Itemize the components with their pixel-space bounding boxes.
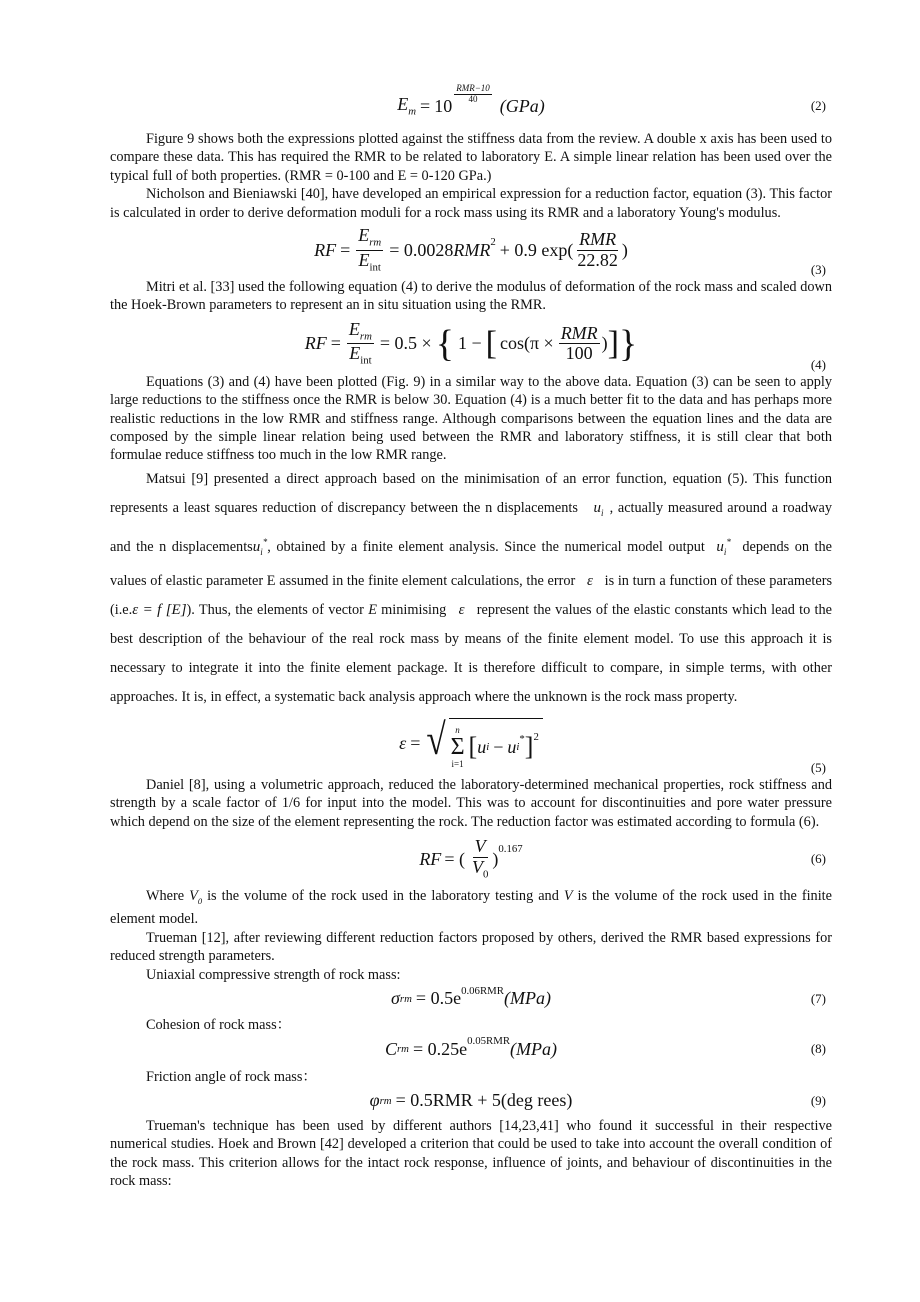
eq7-unit: (MPa) bbox=[503, 988, 551, 1009]
eq6-equals: = ( bbox=[444, 848, 465, 869]
page-content bbox=[110, 84, 832, 1190]
eq8-c: C bbox=[384, 1038, 397, 1059]
eq9-rhs: = 0.5RMR + 5(deg rees) bbox=[395, 1090, 573, 1111]
eq7-exponent: 0.06RMR bbox=[461, 984, 504, 997]
eq3-rmr: RMR bbox=[453, 239, 491, 260]
eq4-cos-ratio: $\frac{\text{RMR}}{100}$ bbox=[560, 322, 598, 364]
paragraph-mitri: Mitri et al. [33] used the following equation (4) to derive the modulus of deformation of the rock mass and scaled down the Hoek-Brown parameters to represent an in situ situation using the RMR. bbox=[110, 279, 832, 314]
eq4-equals: = bbox=[330, 333, 341, 354]
eq7-sigma: σ bbox=[391, 988, 400, 1009]
eq6-rf: RF bbox=[419, 848, 442, 869]
eq3-exp-ratio: $\frac{\text{RMR}}{22.82}$ bbox=[577, 228, 618, 270]
eq4-ratio: $\frac{E_{rm}}{E_{int}}$ bbox=[348, 318, 372, 367]
eq9-phi: φ bbox=[369, 1090, 380, 1111]
eq5-summation: n Σ i=1 bbox=[450, 725, 465, 770]
eq4-right-brace: } bbox=[619, 322, 638, 365]
eq3-square: 2 bbox=[490, 236, 496, 249]
equation-3 bbox=[110, 222, 832, 278]
eq4-right-bracket: ] bbox=[607, 324, 619, 362]
eq4-close: ) bbox=[601, 333, 608, 354]
label-cohesion: Cohesion of rock mass： bbox=[146, 1016, 291, 1033]
eq4-coef: = 0.5 × bbox=[379, 333, 432, 354]
eq2-base: 10 bbox=[434, 95, 453, 116]
eq4-number: (4) bbox=[810, 356, 826, 372]
eq5-epsilon: ε bbox=[399, 733, 407, 754]
eq4-rf: RF bbox=[304, 333, 327, 354]
paragraph-daniel: Daniel [8], using a volumetric approach, reduced the laboratory-determined mechanical properties, rock stiffness and strength by a scale factor of 1/6 for input into the model. This was to account for discontinuities and pore water pressure which depend on the size of the element representing the rock. The reduction factor was estimated according to formula (6). bbox=[110, 776, 832, 830]
paragraph-volume-definition: Where $V_0$ is the volume of the rock used in the laboratory testing and V is the volume of the rock used in the finite element model. bbox=[110, 888, 832, 928]
eq3-number: (3) bbox=[810, 262, 826, 278]
equation-2 bbox=[110, 84, 832, 128]
paragraph-figure9: Figure 9 shows both the expressions plotted against the stiffness data from the review. A double x axis has been used to compare these data. This has required the RMR to be related to laboratory E. A simple linear relation has been used over the typical full of both properties. (RMR = 0-100 and E = 0-120 GPa.) bbox=[110, 131, 832, 184]
eq4-cos: cos(π × bbox=[499, 333, 554, 354]
eq3-exp: + 0.9 exp( bbox=[499, 239, 574, 260]
equation-8: C rm = 0.25e $^{0.05RMR}$ (MPa) (8) bbox=[384, 1035, 826, 1059]
eq8-number: (8) bbox=[810, 1041, 826, 1057]
eq3-ratio: $\frac{E_{rm}}{E_{int}}$ bbox=[358, 225, 382, 274]
paragraph-nicholson: Nicholson and Bieniawski [40], have developed an empirical expression for a reduction factor, equation (3). This factor is calculated in order to derive deformation moduli for a rock mass using its RMR and a laboratory Young's modulus. bbox=[110, 186, 832, 221]
equation-7: σ rm = 0.5e $^{0.06RMR}$ (MPa) (7) bbox=[391, 984, 826, 1009]
eq3-close: ) bbox=[621, 239, 628, 260]
eq4-left-bracket: [ bbox=[485, 324, 497, 362]
eq6-power: 0.167 bbox=[498, 843, 523, 856]
equation-6 bbox=[110, 831, 832, 887]
eq2-lhs: $E_m$ bbox=[397, 94, 417, 118]
label-friction-angle: Friction angle of rock mass： bbox=[146, 1069, 317, 1086]
eq5-square-root: √ n Σ i=1 [ u i − u i * ] $^2$ bbox=[424, 718, 542, 769]
eq8-unit: (MPa) bbox=[510, 1038, 558, 1059]
eq4-one-minus: 1 − bbox=[457, 333, 482, 354]
eq5-equals: = bbox=[410, 733, 421, 754]
eq8-rhs: = 0.25e bbox=[412, 1038, 468, 1059]
eq2-unit: (GPa) bbox=[499, 95, 545, 116]
eq8-exponent: 0.05RMR bbox=[467, 1035, 511, 1048]
eq7-rhs: = 0.5e bbox=[415, 988, 462, 1009]
eq3-rf: RF bbox=[314, 239, 337, 260]
eq2-equals: = bbox=[420, 95, 431, 116]
equation-9: φ rm = 0.5RMR + 5(deg rees) (9) bbox=[369, 1090, 826, 1111]
label-ucs: Uniaxial compressive strength of rock mass: bbox=[146, 966, 401, 983]
eq6-number: (6) bbox=[810, 851, 826, 867]
eq3-coef: = 0.0028 bbox=[389, 239, 454, 260]
paragraph-trueman: Trueman [12], after reviewing different reduction factors proposed by others, derived the RMR based expressions for reduced strength parameters. bbox=[110, 929, 832, 965]
eq6-close: ) bbox=[492, 848, 499, 869]
equation-4 bbox=[110, 315, 832, 373]
eq9-number: (9) bbox=[810, 1092, 826, 1108]
eq2-number: (2) bbox=[810, 98, 826, 113]
eq7-number: (7) bbox=[810, 990, 826, 1006]
eq4-left-brace: { bbox=[435, 322, 454, 365]
equation-5 bbox=[110, 712, 832, 776]
eq6-ratio: $\frac{V}{V_0}$ bbox=[471, 835, 489, 881]
eq2-exponent: $\frac{\text{RMR−10}}{40}$ bbox=[456, 82, 490, 104]
paragraph-hoek-brown: Trueman's technique has been used by different authors [14,23,41] who found it successful in their respective numerical studies. Hoek and Brown [42] developed a criterion that could be used to take into account the overall condition of the rock mass. This criterion allows for the intact rock response, influence of joints, and behaviour of discontinuities in the rock mass: bbox=[110, 1117, 832, 1190]
eq3-equals: = bbox=[340, 239, 351, 260]
paragraph-equations-plotted: Equations (3) and (4) have been plotted (Fig. 9) in a similar way to the above data. Equation (3) can be seen to apply large reductions to the stiffness once the RMR is below 30. Equation (4) is a much better fit to the data and has perhaps more realistic reductions in the low RMR and stiffness range. Although comparisons between the equation lines and the data are composed by the simple linear relation being used between the RMR and laboratory stiffness, it is still clear that both formulae reduce stiffness too much in the low RMR range. bbox=[110, 373, 832, 464]
paragraph-matsui: Matsui [9] presented a direct approach based on the minimisation of an error function, equation (5). This function represents a least squares reduction of discrepancy between the n displacements $u_i$ , actually measured around a roadway and the n displacementsu$_i$*, obtained by a finite element analysis. Since the numerical model output $u_i^*$ depends on the values of elastic parameter E assumed in the finite element calculations, the error ε is in turn a function of these parameters (i.e.ε = f [E]). Thus, the elements of vector E minimising ε represent the values of the elastic constants which lead to the best description of the behaviour of the real rock mass by means of the finite element model. To use this approach it is necessary to integrate it into the finite element package. It is therefore difficult to compare, in simple terms, with other approaches. It is, in effect, a systematic back analysis approach where the unknown is the rock mass property. bbox=[110, 470, 833, 705]
eq5-number: (5) bbox=[810, 759, 826, 775]
